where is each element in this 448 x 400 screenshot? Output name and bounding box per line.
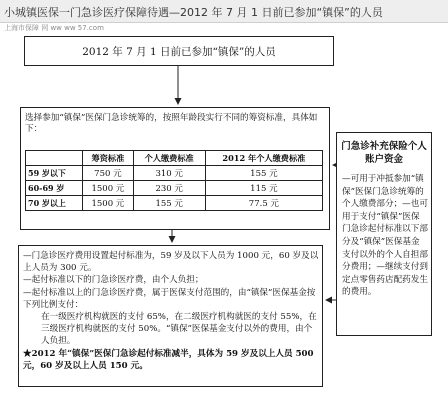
page-title: 小城镇医保一门急诊医疗保障待遇—2012 年 7 月 1 日前已参加“镇保”的人员 [4,6,383,19]
table-header-cell: 2012 年个人缴费标准 [205,151,322,166]
bottom-box-text [23,250,320,372]
top-box-text: 2012 年 7 月 1 日前已参加“镇保”的人员 [82,46,276,58]
top-box [24,36,334,66]
bottom-line: 在一级医疗机构就医的支付 65%，在二级医疗机构就医的支付 55%，在三级医疗机构就医的支付 50%。“镇保”医保基金支付以外的费用，由个人负担。 [41,312,317,347]
bottom-line: —起付标准以上的门急诊医疗费，属于医保支付范围的，由“镇保”医保基金按下列比例支付： [23,287,316,310]
right-box-body: —可用于冲抵参加“镇保”医保门急诊统筹的个人缴费部分；—也可用于支付“镇保”医保门急诊起付标准以下部分及“镇保”医保基金支付以外的个人自担部分费用；—继续支付到定点零售药店配药发生的费用。 [342,174,428,298]
bottom-line: —起付标准以下的门急诊医疗费，由个人负担； [23,275,204,286]
table-header-cell [26,151,83,166]
table-row [26,181,323,196]
mid-box [20,107,330,230]
table-cell: 1500 元 [83,181,133,196]
table-row-label: 59 岁以下 [26,166,83,181]
table-row [26,196,323,211]
table-cell: 310 元 [133,166,205,181]
table-row-label: 70 岁以上 [26,196,83,211]
table-cell: 230 元 [133,181,205,196]
bottom-line: —门急诊医疗费用设置起付标准为，59 岁及以下人员为 1000 元，60 岁及以上人员为 300 元。 [23,251,319,274]
table-row-label: 60-69 岁 [26,181,83,196]
watermark-text: 上海市保障 网 ww ww 57.com [4,24,104,32]
table-cell: 77.5 元 [205,196,322,211]
mid-box-text: 选择参加“镇保”医保门急诊统筹的，按照年龄段实行不同的筹资标准，具体如下： [25,113,318,134]
rates-table [25,150,323,211]
right-box-heading: 门急诊补充保险个人账户资金 [341,141,427,165]
table-cell: 155 元 [205,166,322,181]
table-header-cell: 筹资标准 [83,151,133,166]
table-cell: 750 元 [83,166,133,181]
table-cell: 155 元 [133,196,205,211]
table-header-cell: 个人缴费标准 [133,151,205,166]
right-box [336,132,432,336]
table-cell: 115 元 [205,181,322,196]
table-header-row [26,151,323,166]
bottom-note: ★2012 年“镇保”医保门急诊起付标准减半，具体为 59 岁及以上人员 500 元，60 岁及以上人员 150 元。 [23,348,314,371]
table-row [26,166,323,181]
bottom-box [18,245,323,387]
table-cell: 1500 元 [83,196,133,211]
